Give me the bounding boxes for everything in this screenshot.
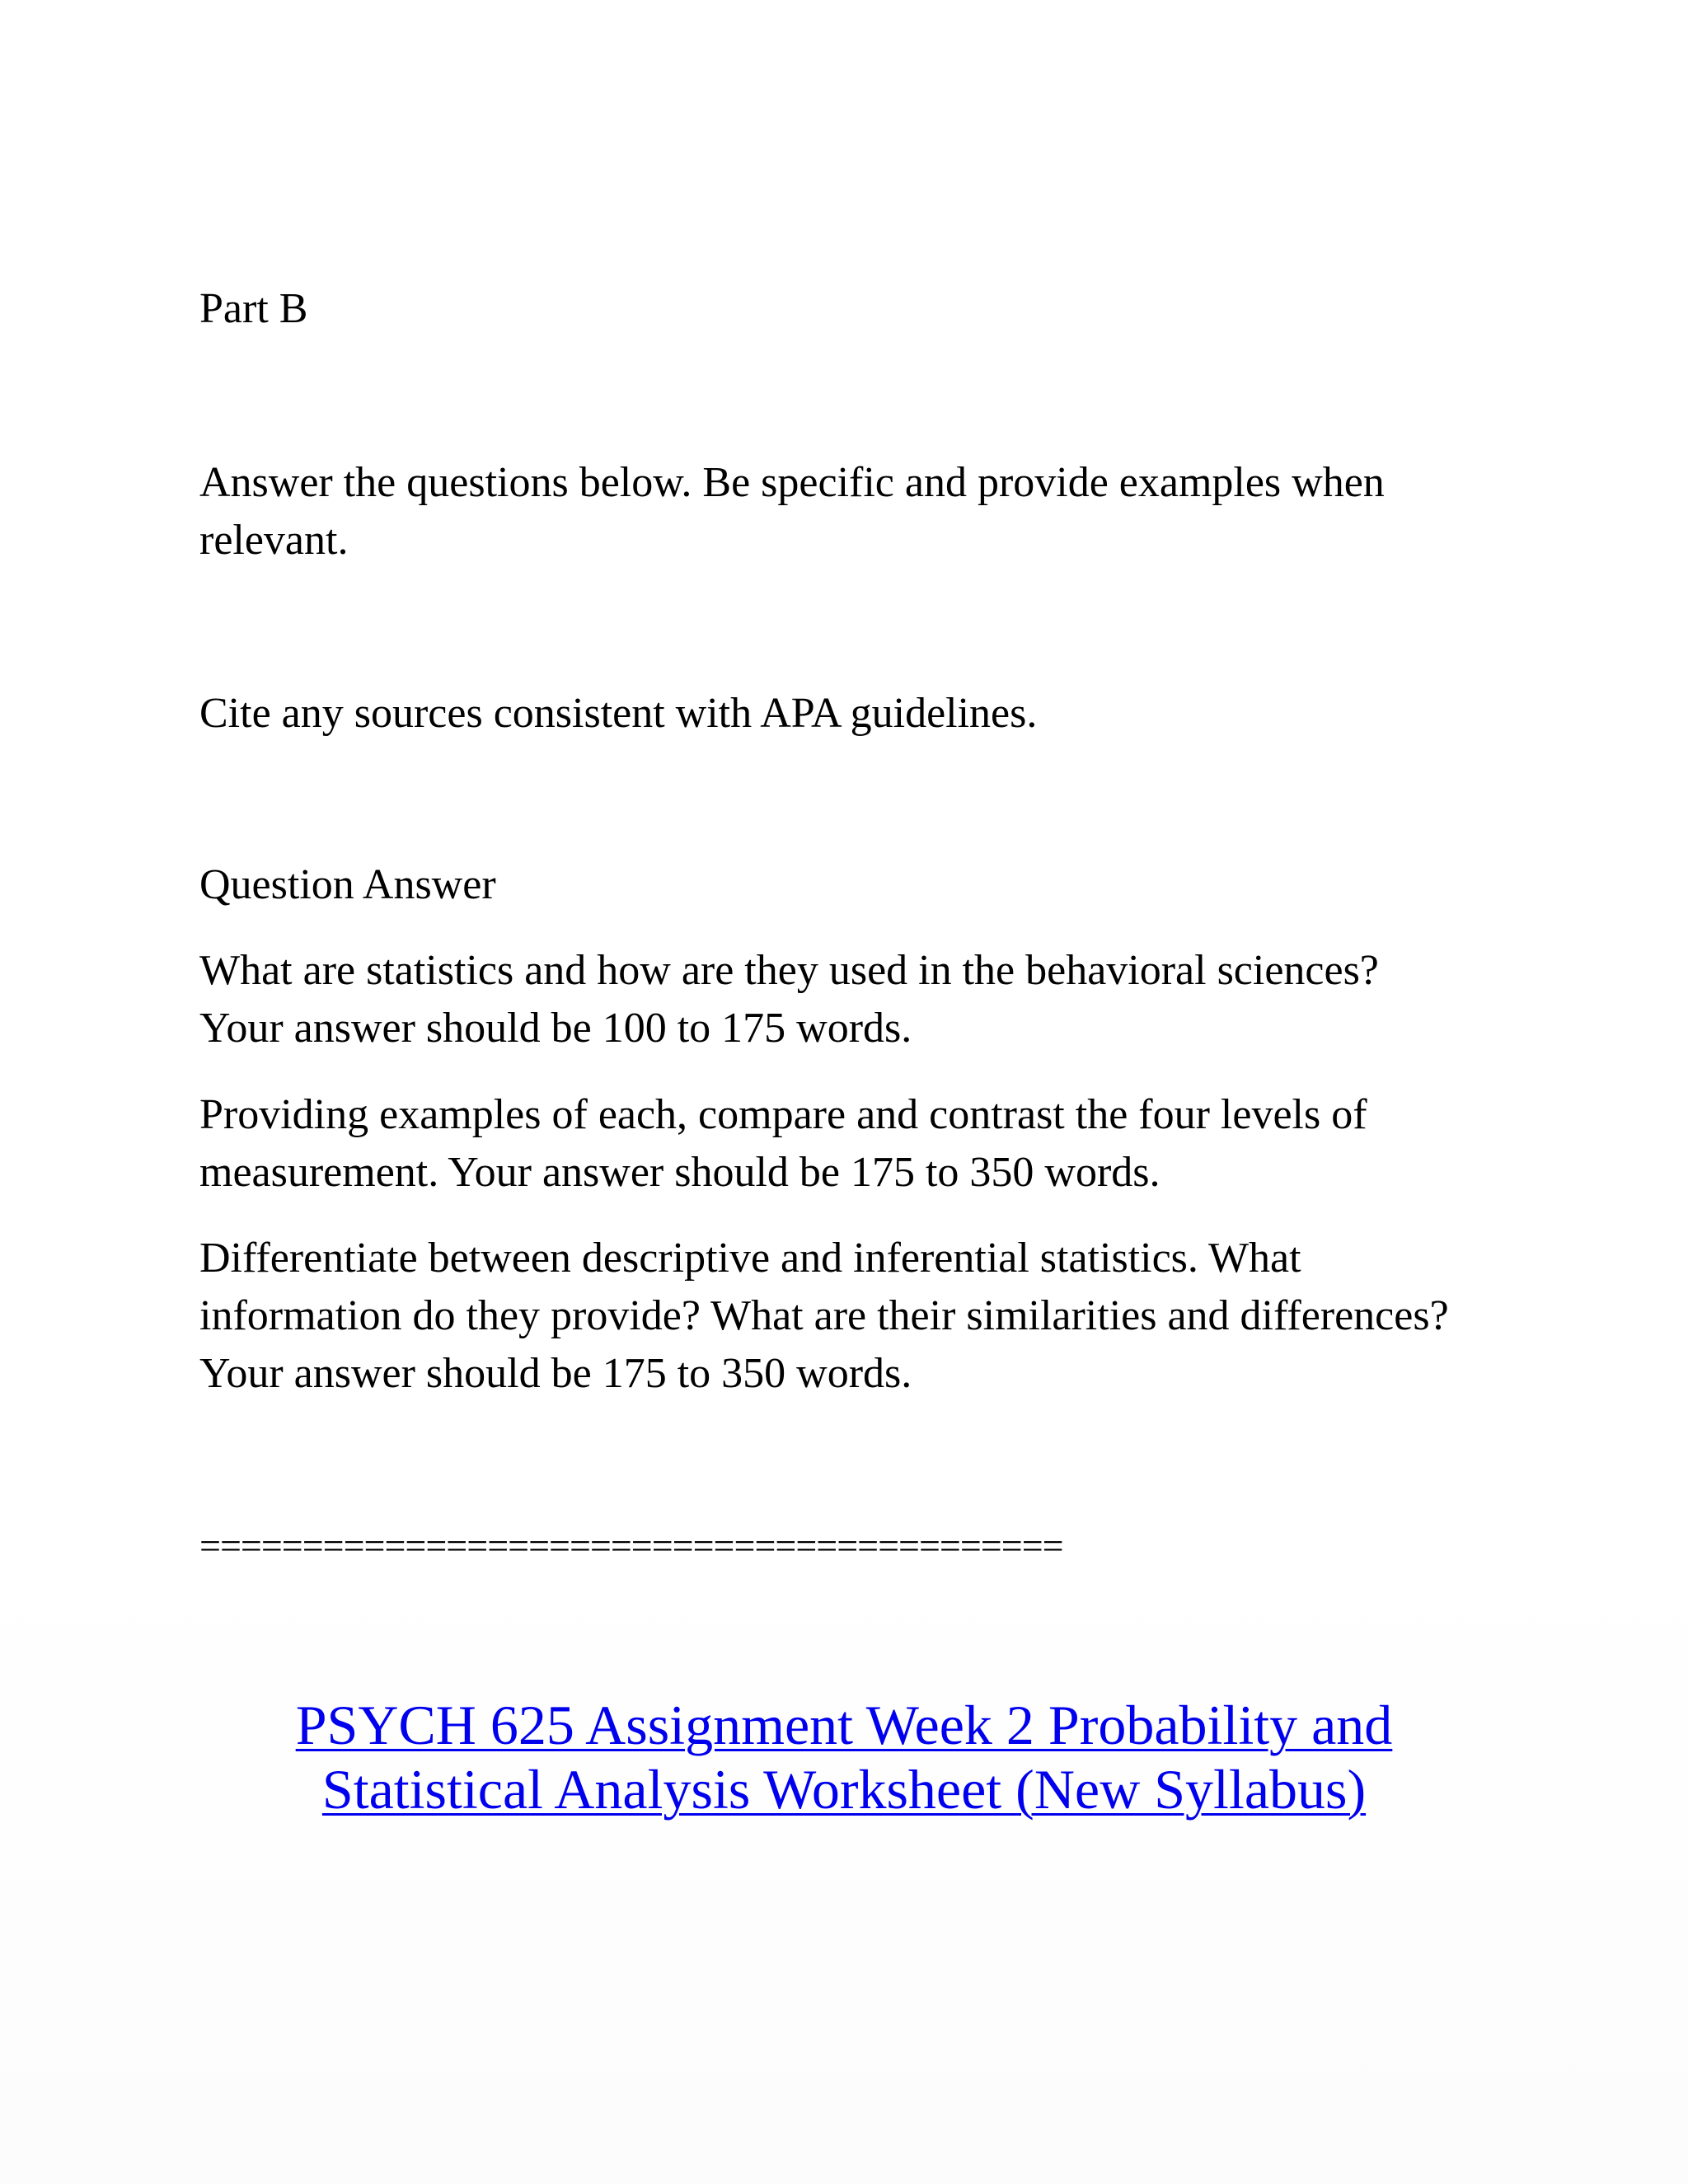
instructions-line-1: Answer the questions below. Be specific and provide examples when	[199, 459, 1385, 506]
instructions-line-2: relevant.	[199, 517, 349, 564]
question-3-line-2: information do they provide? What are their similarities and differences?	[199, 1292, 1449, 1339]
next-assignment-link-line-1[interactable]: PSYCH 625 Assignment Week 2 Probability and	[295, 1694, 1393, 1756]
section-heading: Part B	[199, 285, 308, 332]
question-1-line-1: What are statistics and how are they used in the behavioral sciences?	[199, 947, 1379, 994]
citation-note: Cite any sources consistent with APA guidelines.	[199, 690, 1038, 737]
table-header: Question Answer	[199, 861, 496, 908]
question-3-line-3: Your answer should be 175 to 350 words.	[199, 1350, 912, 1397]
question-3-line-1: Differentiate between descriptive and inferential statistics. What	[199, 1235, 1301, 1282]
question-2-line-2: measurement. Your answer should be 175 to 350 words.	[199, 1149, 1160, 1196]
separator-line: ==========================================	[199, 1525, 1063, 1567]
question-1-line-2: Your answer should be 100 to 175 words.	[199, 1005, 912, 1052]
question-2-line-1: Providing examples of each, compare and contrast the four levels of	[199, 1091, 1367, 1138]
next-assignment-link-line-2[interactable]: Statistical Analysis Worksheet (New Syllabus)	[321, 1758, 1367, 1821]
